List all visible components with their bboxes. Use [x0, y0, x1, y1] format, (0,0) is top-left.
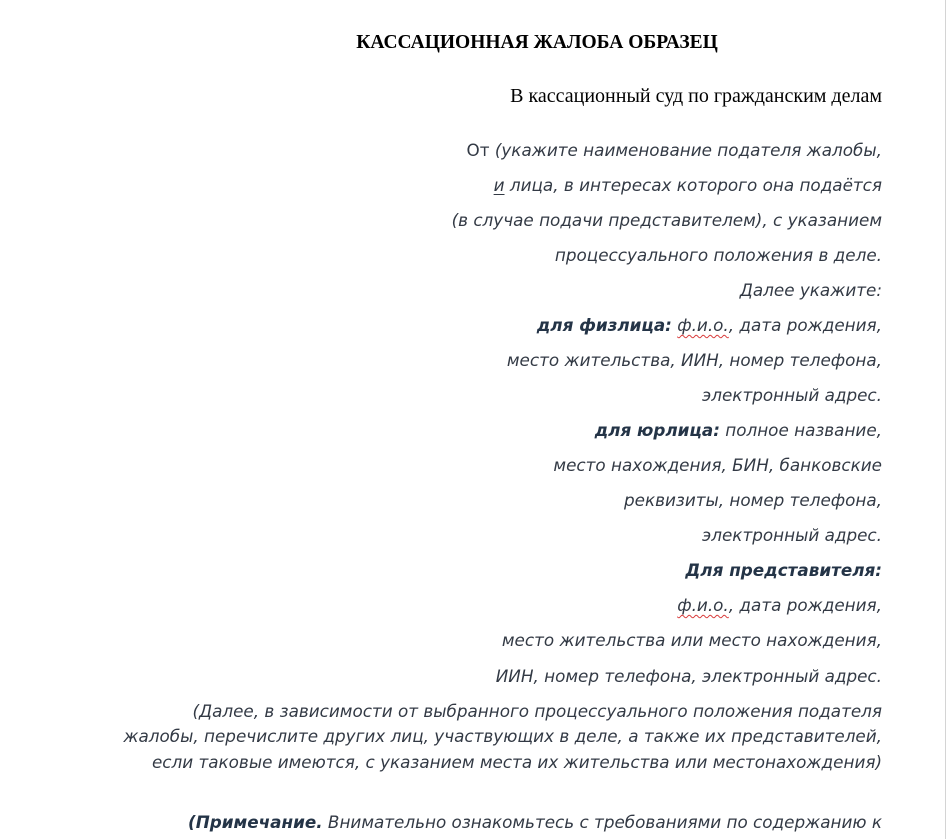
from-line-3: (в случае подачи представителем), с указанием [451, 210, 882, 230]
individual-line-3: электронный адрес. [702, 385, 882, 405]
from-text-2: лица, в интересах которого она подаётся [504, 175, 882, 195]
representative-heading [685, 560, 882, 580]
representative-text-1: , дата рождения, [728, 595, 882, 615]
representative-line-2: место жительства или место нахождения, [501, 630, 882, 650]
legal-line-1 [595, 420, 882, 440]
page-edge [945, 0, 946, 839]
from-line-1 [467, 140, 883, 160]
representative-line-1 [677, 595, 882, 615]
representative-line-3: ИИН, номер телефона, электронный адрес. [495, 666, 882, 686]
note-text: Внимательно ознакомьтесь с требованиями по содержанию к [322, 812, 882, 832]
note-paragraph [82, 810, 882, 835]
note-label: (Примечание. [188, 812, 323, 832]
fio-misspelled: ф.и.о. [677, 315, 729, 335]
legal-label: для юрлица: [594, 420, 720, 440]
court-addressee: В кассационный суд по гражданским делам [510, 85, 882, 107]
individual-line-2: место жительства, ИИН, номер телефона, [506, 350, 882, 370]
from-line-5: Далее укажите: [739, 280, 882, 300]
representative-label: Для представителя: [685, 560, 882, 580]
legal-line-3: реквизиты, номер телефона, [624, 490, 882, 510]
from-text-1: (укажите наименование подателя жалобы, [494, 140, 882, 160]
document-title: КАССАЦИОННАЯ ЖАЛОБА ОБРАЗЕЦ [356, 32, 718, 53]
underlined-conjunction: и [493, 175, 505, 195]
legal-text-1: полное название, [719, 420, 882, 440]
from-line-4: процессуального положения в деле. [554, 245, 882, 265]
further-parties-paragraph: (Далее, в зависимости от выбранного процессуального положения подателя жалобы, перечислите других лиц, участвующих в деле, а также их представителей, если таковые имеются, с указанием места их жительства или местонахождения) [123, 701, 882, 772]
from-line-2 [494, 175, 882, 195]
individual-text-1: , дата рождения, [728, 315, 882, 335]
legal-line-2: место нахождения, БИН, банковские [553, 455, 882, 475]
fio-misspelled: ф.и.о. [677, 595, 729, 615]
individual-label: для физлица: [536, 315, 672, 335]
from-prefix: От [466, 140, 495, 160]
individual-line-1 [537, 315, 882, 335]
legal-line-4: электронный адрес. [702, 525, 882, 545]
